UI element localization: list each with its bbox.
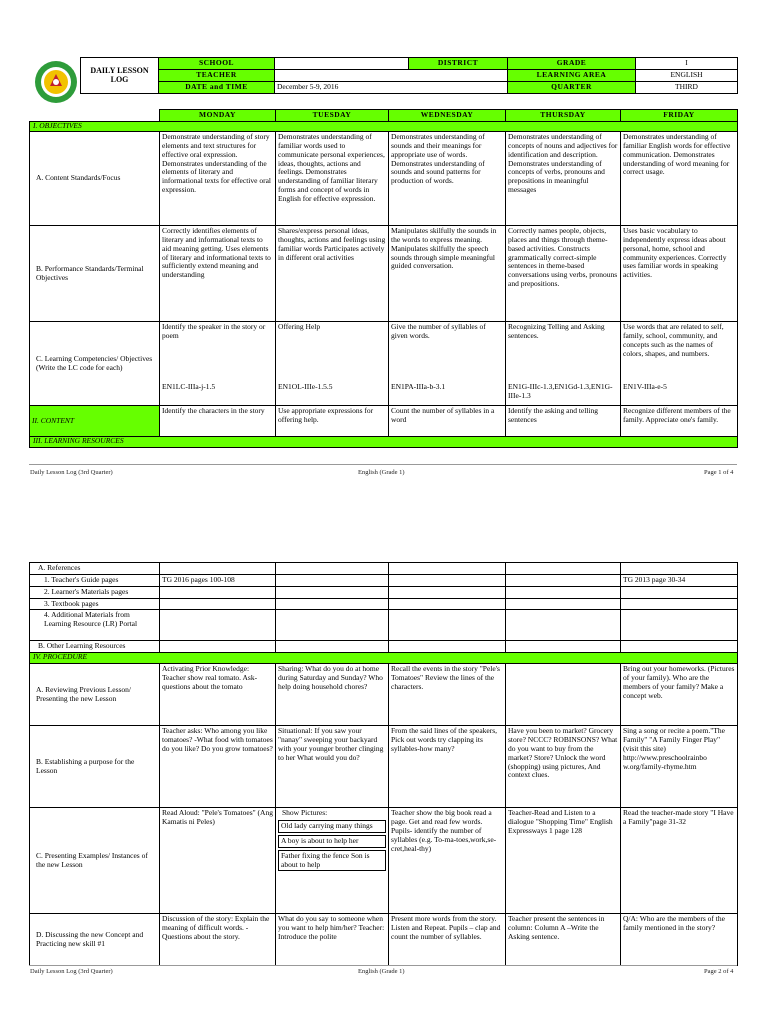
- review-mon: Activating Prior Knowledge: Teacher show real tomato. Ask- questions about the tomato: [160, 664, 276, 726]
- dll-title: DAILY LESSON LOG: [81, 58, 159, 94]
- footer-left-page2: Daily Lesson Log (3rd Quarter): [30, 968, 113, 975]
- section-content: II. CONTENT: [30, 406, 160, 437]
- district-label: DISTRICT: [409, 58, 508, 70]
- section-procedure: IV. PROCEDURE: [30, 653, 738, 664]
- competencies-fri: Use words that are related to self, family, school, community, and concepts such as the names of colors, shapes, and numbers. EN1V-IIIa-e-5: [621, 322, 738, 406]
- teachers-guide-fri: TG 2013 page 30-34: [621, 574, 738, 586]
- performance-wed: Manipulates skilfully the sounds in the words to express meaning. Manipulates skilfully the speech sounds through simple meaningful guided conversation.: [389, 226, 506, 322]
- day-header-tuesday: TUESDAY: [276, 110, 389, 122]
- lesson-table-page2: [29, 562, 738, 966]
- purpose-tue: Situational: If you saw your "nanay" sweeping your backyard with your younger brother clinging to her What would you do?: [276, 726, 389, 808]
- school-value: [275, 58, 409, 70]
- picture-box-old-lady: Old lady carrying many things: [278, 820, 386, 833]
- deped-seal-icon: [34, 60, 78, 104]
- purpose-mon: Teacher asks: Who among you like tomatoes? -What food with tomatoes do you like? Do you grow tomatoes?: [160, 726, 276, 808]
- footer-left-page1: Daily Lesson Log (3rd Quarter): [30, 469, 113, 476]
- footer-mid-page2: English (Grade 1): [358, 968, 405, 975]
- footer-page-number-1: Page 1 of 4: [704, 469, 734, 476]
- section-learning-resources: III. LEARNING RESOURCES: [30, 437, 738, 448]
- day-header-monday: MONDAY: [160, 110, 276, 122]
- review-thu: [506, 664, 621, 726]
- review-fri: Bring out your homeworks. (Pictures of your family). Who are the members of your family? Make a concept web.: [621, 664, 738, 726]
- competencies-mon: Identify the speaker in the story or poem EN1LC-IIIa-j-1.5: [160, 322, 276, 406]
- discuss-tue: What do you say to someone when you want to help him/her? Teacher: Introduce the polite: [276, 914, 389, 966]
- examples-tue: Show Pictures: Old lady carrying many things A boy is about to help her Father fixing the fence Son is about to help: [276, 808, 389, 914]
- picture-box-father: Father fixing the fence Son is about to help: [278, 850, 386, 872]
- day-header-thursday: THURSDAY: [506, 110, 621, 122]
- review-label: A. Reviewing Previous Lesson/ Presenting the new Lesson: [30, 664, 160, 726]
- date-value: December 5-9, 2016: [275, 81, 508, 93]
- examples-mon: Read Aloud: "Pele's Tomatoes" (Ang Kamatis ni Peles): [160, 808, 276, 914]
- content-standards-mon: Demonstrate understanding of story elements and text structures for effective oral expression. Demonstrates understanding of the elements of literary and informational texts for effective oral expression.: [160, 132, 276, 226]
- performance-mon: Correctly identifies elements of literary and informational texts to aid meaning getting. Uses elements of literary and informational texts to sufficiently extend meaning and understanding: [160, 226, 276, 322]
- section-objectives: I. OBJECTIVES: [30, 122, 738, 132]
- review-wed: Recall the events in the story "Pele's Tomatoes" Review the lines of the characters.: [389, 664, 506, 726]
- content-wed: Count the number of syllables in a word: [389, 406, 506, 437]
- date-label: DATE and TIME: [159, 81, 275, 93]
- footer-page-number-2: Page 2 of 4: [704, 968, 734, 975]
- footer-mid-page1: English (Grade 1): [358, 469, 405, 476]
- examples-thu: Teacher-Read and Listen to a dialogue "Shopping Time" English Expressways 1 page 128: [506, 808, 621, 914]
- discuss-label: D. Discussing the new Concept and Practicing new skill #1: [30, 914, 160, 966]
- examples-wed: Teacher show the big book read a page. Get and read few words. Pupils- identify the number of syllables (e.g. To-ma-toes,work,se-cret,heal-thy): [389, 808, 506, 914]
- purpose-wed: From the said lines of the speakers, Pick out words try clapping its syllables-how many?: [389, 726, 506, 808]
- purpose-thu: Have you been to market? Grocery store? NCCC? ROBINSONS? What do you want to buy from the market? Store? Unlock the word (shopping) using pictures, And context clues.: [506, 726, 621, 808]
- content-standards-fri: Demonstrates understanding of familiar English words for effective communication. Demonstrates understanding of word meaning for correct usage.: [621, 132, 738, 226]
- purpose-fri: Sing a song or recite a poem."The Family" "A Family Finger Play" (visit this site) http://www.preschoolrainbo w.org/family-rhyme.htm: [621, 726, 738, 808]
- day-header-wednesday: WEDNESDAY: [389, 110, 506, 122]
- review-tue: Sharing: What do you do at home during Saturday and Sunday? Who help doing household chores?: [276, 664, 389, 726]
- references-label: A. References: [30, 563, 160, 575]
- teachers-guide-label: 1. Teacher's Guide pages: [30, 574, 160, 586]
- performance-fri: Uses basic vocabulary to independently express ideas about personal, home, school and community experiences. Correctly uses familiar words in speaking activities.: [621, 226, 738, 322]
- quarter-value: THIRD: [636, 81, 738, 93]
- examples-fri: Read the teacher-made story "I Have a Family"page 31-32: [621, 808, 738, 914]
- day-header-friday: FRIDAY: [621, 110, 738, 122]
- learning-area-label: LEARNING AREA: [508, 69, 636, 81]
- grade-value: I: [636, 58, 738, 70]
- lesson-table-page1: [29, 109, 738, 448]
- content-thu: Identify the asking and telling sentences: [506, 406, 621, 437]
- content-standards-wed: Demonstrates understanding of sounds and their meanings for appropriate use of words. Demonstrates understanding of sounds and sound patterns for production of words.: [389, 132, 506, 226]
- discuss-fri: Q/A: Who are the members of the family mentioned in the story?: [621, 914, 738, 966]
- discuss-mon: Discussion of the story: Explain the meaning of difficult words. -Questions about the story.: [160, 914, 276, 966]
- competencies-wed: Give the number of syllables of given words. EN1PA-IIIa-b-3.1: [389, 322, 506, 406]
- other-resources-label: B. Other Learning Resources: [30, 641, 160, 653]
- competencies-label: C. Learning Competencies/ Objectives (Write the LC code for each): [30, 322, 160, 406]
- content-tue: Use appropriate expressions for offering help.: [276, 406, 389, 437]
- discuss-thu: Teacher present the sentences in column: Column A –Write the Asking sentence.: [506, 914, 621, 966]
- performance-thu: Correctly names people, objects, places and things through theme-based activities. Constructs grammatically correct-simple sentences in theme-based conversations using verbs, pronouns and prepositions.: [506, 226, 621, 322]
- content-standards-thu: Demonstrates understanding of concepts of nouns and adjectives for identification and description. Demonstrates understanding of concepts of verbs, pronouns and prepositions in meaningful messages: [506, 132, 621, 226]
- performance-tue: Shares/express personal ideas, thoughts, actions and feelings using familiar words Participates actively in different oral activities: [276, 226, 389, 322]
- grade-label: GRADE: [508, 58, 636, 70]
- competencies-thu: Recognizing Telling and Asking sentences. EN1G-IIIc-1.3,EN1Gd-1.3,EN1G-IIIe-1.3: [506, 322, 621, 406]
- content-standards-label: A. Content Standards/Focus: [30, 132, 160, 226]
- purpose-label: B. Establishing a purpose for the Lesson: [30, 726, 160, 808]
- textbook-pages-label: 3. Textbook pages: [30, 598, 160, 610]
- competencies-tue: Offering Help EN1OL-IIIe-1.5.5: [276, 322, 389, 406]
- teacher-value: [275, 69, 508, 81]
- quarter-label: QUARTER: [508, 81, 636, 93]
- picture-box-boy: A boy is about to help her: [278, 835, 386, 848]
- header-table: [80, 57, 738, 94]
- content-standards-tue: Demonstrates understanding of familiar words used to communicate personal experiences, ideas, thoughts, actions and feelings. Demonstrates understanding of familiar literary forms and concept of words in English for effective expression.: [276, 132, 389, 226]
- teacher-label: TEACHER: [159, 69, 275, 81]
- discuss-wed: Present more words from the story. Listen and Repeat. Pupils – clap and count the number of syllables.: [389, 914, 506, 966]
- additional-materials-label: 4. Additional Materials from Learning Resource (LR) Portal: [30, 610, 160, 641]
- learners-materials-label: 2. Learner's Materials pages: [30, 586, 160, 598]
- content-fri: Recognize different members of the family. Appreciate one's family.: [621, 406, 738, 437]
- footer-rule-page1: [29, 464, 737, 465]
- content-mon: Identify the characters in the story: [160, 406, 276, 437]
- school-label: SCHOOL: [159, 58, 275, 70]
- examples-label: C. Presenting Examples/ Instances of the new Lesson: [30, 808, 160, 914]
- footer-rule-page2: [29, 965, 737, 966]
- learning-area-value: ENGLISH: [636, 69, 738, 81]
- performance-label: B. Performance Standards/Terminal Objectives: [30, 226, 160, 322]
- teachers-guide-mon: TG 2016 pages 100-108: [160, 574, 276, 586]
